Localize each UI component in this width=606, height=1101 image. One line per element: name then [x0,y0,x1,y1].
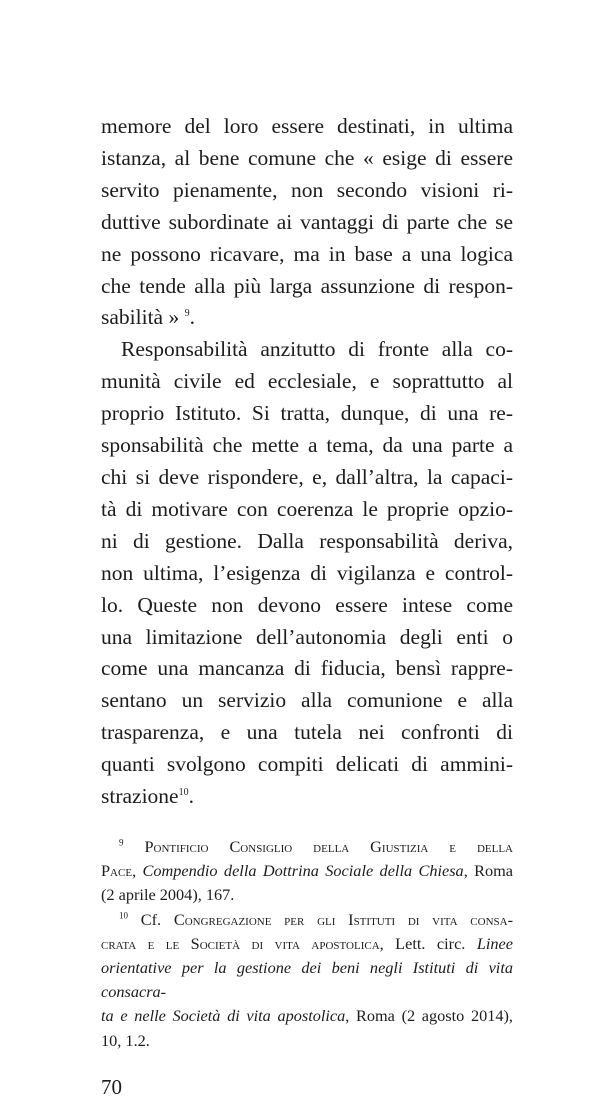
text-line-content: istanza, al bene comune che « esige di essere [101,145,513,170]
footnote-text: , [132,861,143,881]
footnote-line [101,956,513,1004]
text-line [101,175,513,207]
text-line [101,494,513,526]
text-line-content: duttive subordinate ai vantaggi di parte che se [101,209,513,234]
text-line [101,111,513,143]
footnote-line [101,1029,513,1053]
footnote-text: 10, 1.2. [101,1030,150,1050]
footnote-text: Pace [101,861,133,881]
text-line-content: sabilità » [101,305,180,330]
text-line [101,430,513,462]
text-line-content: chi si deve rispondere, e, dall’altra, la capaci- [101,464,513,489]
page-number: 70 [101,1074,122,1099]
footnote-text: crata e le Società di vita apostolica [101,933,380,953]
punctuation: . [189,305,195,330]
footnote-line [101,1004,513,1028]
text-line [101,143,513,175]
footnote-text: (2 aprile 2004), 167. [101,885,235,905]
text-line [101,398,513,430]
text-line [101,653,513,685]
text-line-content: munità civile ed ecclesiale, e soprattutto al [101,369,513,394]
text-line-content: ne possono ricavare, ma in base a una logica [101,241,513,266]
text-line [101,622,513,654]
text-line [101,749,513,781]
footnote-text: Pontificio Consiglio della Giustizia e della [144,836,514,856]
footnote-number: 10 [119,910,128,921]
footnote-text: Cf. [140,909,174,929]
footnote-number: 9 [119,837,124,848]
footnote-line [101,908,513,932]
text-line [101,590,513,622]
text-line-content: lo. Queste non devono essere intese come [101,592,513,617]
body-text [101,111,513,813]
text-line [101,526,513,558]
text-line-content: servito pienamente, non secondo visioni ri- [101,177,513,202]
text-line-content: memore del loro essere destinati, in ultima [101,114,513,138]
footnote-text: , Roma (2 agosto 2014), [345,1006,513,1026]
text-line-content: quanti svolgono compiti delicati di ammini- [101,752,513,777]
text-line-content: ni di gestione. Dalla responsabilità deriva, [101,528,513,553]
text-line [101,685,513,717]
text-line [101,302,513,334]
text-line [101,717,513,749]
footnote-text: Congregazione per gli Istituti di vita consa- [173,909,514,929]
footnote-line [101,859,513,883]
text-line-content: Responsabilità anzitutto di fronte alla co- [121,337,513,362]
text-line [101,271,513,303]
footnote-line [101,835,513,859]
text-line-content: non ultima, l’esigenza di vigilanza e control- [101,560,513,585]
text-line [101,781,513,813]
footnote-text: orientative per la gestione dei beni negli Istituti di vita consacra- [101,957,513,1002]
footnote-text: Compendio della Dottrina Sociale della Chiesa [142,861,464,881]
text-line-content: tà di motivare con coerenza le proprie opzio- [101,496,513,521]
text-line [101,558,513,590]
footnote-reference: 9 [184,308,190,320]
text-line-content: una limitazione dell’autonomia degli enti o [101,624,513,649]
footnotes [101,835,513,1053]
footnote-line [101,883,513,907]
footnote-text: , Lett. circ. [379,933,477,953]
text-line-content: sentano un servizio alla comunione e alla [101,688,513,713]
text-line-content: che tende alla più larga assunzione di respon- [101,273,513,298]
text-line-content: sponsabilità che mette a tema, da una parte a [101,433,513,458]
footnote-text: Linee [476,933,513,953]
text-line-content: strazione [101,784,179,809]
footnote-reference: 10 [178,786,189,798]
punctuation: . [188,784,194,809]
text-line-content: proprio Istituto. Si tratta, dunque, di una re- [101,401,513,426]
text-line [101,462,513,494]
text-line [101,239,513,271]
text-line [101,366,513,398]
text-line [101,207,513,239]
footnote-text: ta e nelle Società di vita apostolica [101,1006,346,1026]
text-line-content: come una mancanza di fiducia, bensì rappre- [101,656,513,681]
text-line [101,334,513,366]
footnote-line [101,932,513,956]
text-line-content: trasparenza, e una tutela nei confronti di [101,720,513,745]
footnote-text: , Roma [463,861,514,881]
